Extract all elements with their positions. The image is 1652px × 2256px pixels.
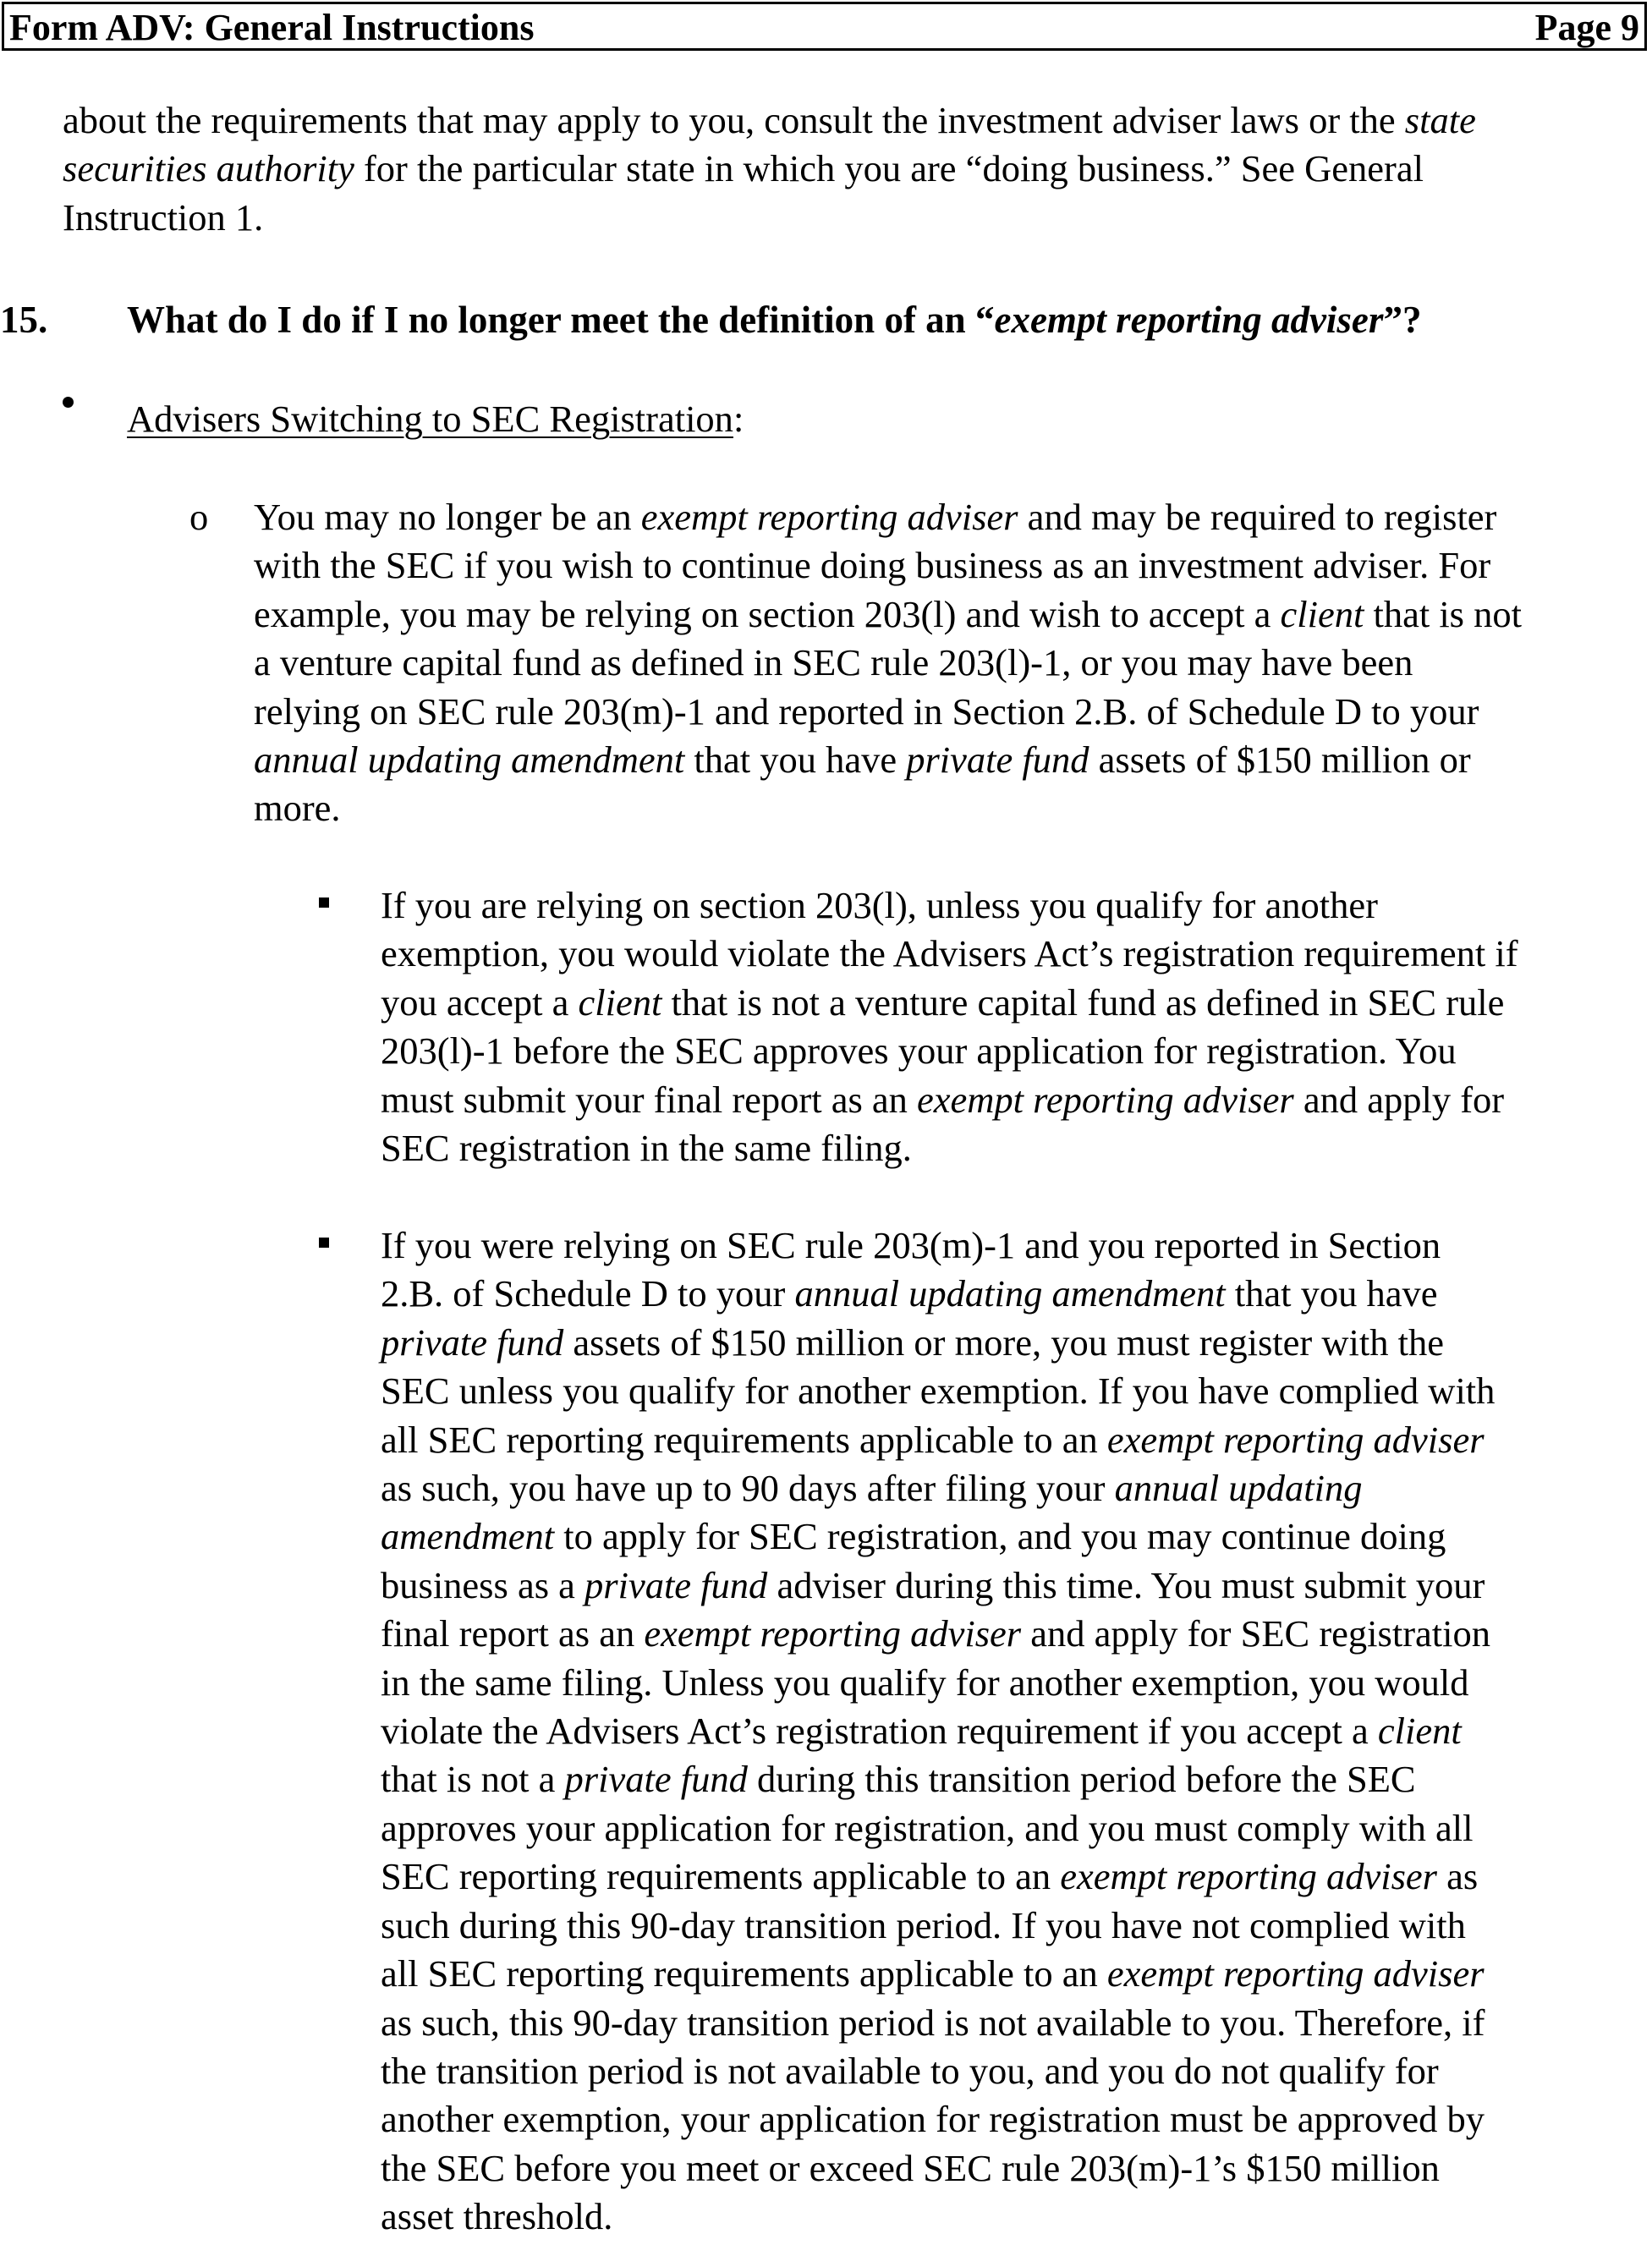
square-bullet-marker (319, 897, 329, 908)
sub-bullet-paragraph: You may no longer be an exempt reporting adviser and may be required to register with the SEC if you wish to continue doing business as an investment adviser. For example, you may be relying on section 203(l) and wish to accept a client that is not a venture capital fund as defined in SEC rule 203(l)-1, or you may have been relying on SEC rule 203(m)-1 and reported in Section 2.B. of Schedule D to your annual updating amendment that you have private fund assets of $150 million or more. (254, 496, 1522, 830)
square-bullet-paragraph-1: If you are relying on section 203(l), unless you qualify for another exemption, you would violate the Advisers Act’s registration requirement if you accept a client that is not a venture capital fund as defined in SEC rule 203(l)-1 before the SEC approves your application for registration. You must submit your final report as an exempt reporting adviser and apply for SEC registration in the same filing. (381, 884, 1518, 1170)
square-bullet-marker (319, 1238, 329, 1248)
question-number: 15. (0, 299, 48, 341)
bullet-heading: Advisers Switching to SEC Registration: (127, 398, 744, 440)
intro-paragraph: about the requirements that may apply to you, consult the investment adviser laws or the state securities authority for the particular state in which you are “doing business.” See General Instruction 1. (63, 99, 1476, 239)
page-header (2, 2, 1647, 51)
bullet-marker (63, 397, 74, 408)
sub-bullet-marker: o (189, 496, 209, 538)
question-heading: What do I do if I no longer meet the definition of an “exempt reporting adviser”? (127, 299, 1422, 341)
header-page-number: Page 9 (1534, 7, 1639, 48)
header-title: Form ADV: General Instructions (9, 7, 535, 48)
square-bullet-paragraph-2: If you were relying on SEC rule 203(m)-1 and you reported in Section 2.B. of Schedule D to your annual updating amendment that you have private fund assets of $150 million or more, you must register with the SEC unless you qualify for another exemption. If you have complied with all SEC reporting requirements applicable to an exempt reporting adviser as such, you have up to 90 days after filing your annual updating amendment to apply for SEC registration, and you may continue doing business as a private fund adviser during this time. You must submit your final report as an exempt reporting adviser and apply for SEC registration in the same filing. Unless you qualify for another exemption, you would violate the Advisers Act’s registration requirement if you accept a client that is not a private fund during this transition period before the SEC approves your application for registration, and you must comply with all SEC reporting requirements applicable to an exempt reporting adviser as such during this 90-day transition period. If you have not complied with all SEC reporting requirements applicable to an exempt reporting adviser as such, this 90-day transition period is not available to you. Therefore, if the transition period is not available to you, and you do not qualify for another exemption, your application for registration must be approved by the SEC before you meet or exceed SEC rule 203(m)-1’s $150 million asset threshold. (381, 1224, 1496, 2238)
